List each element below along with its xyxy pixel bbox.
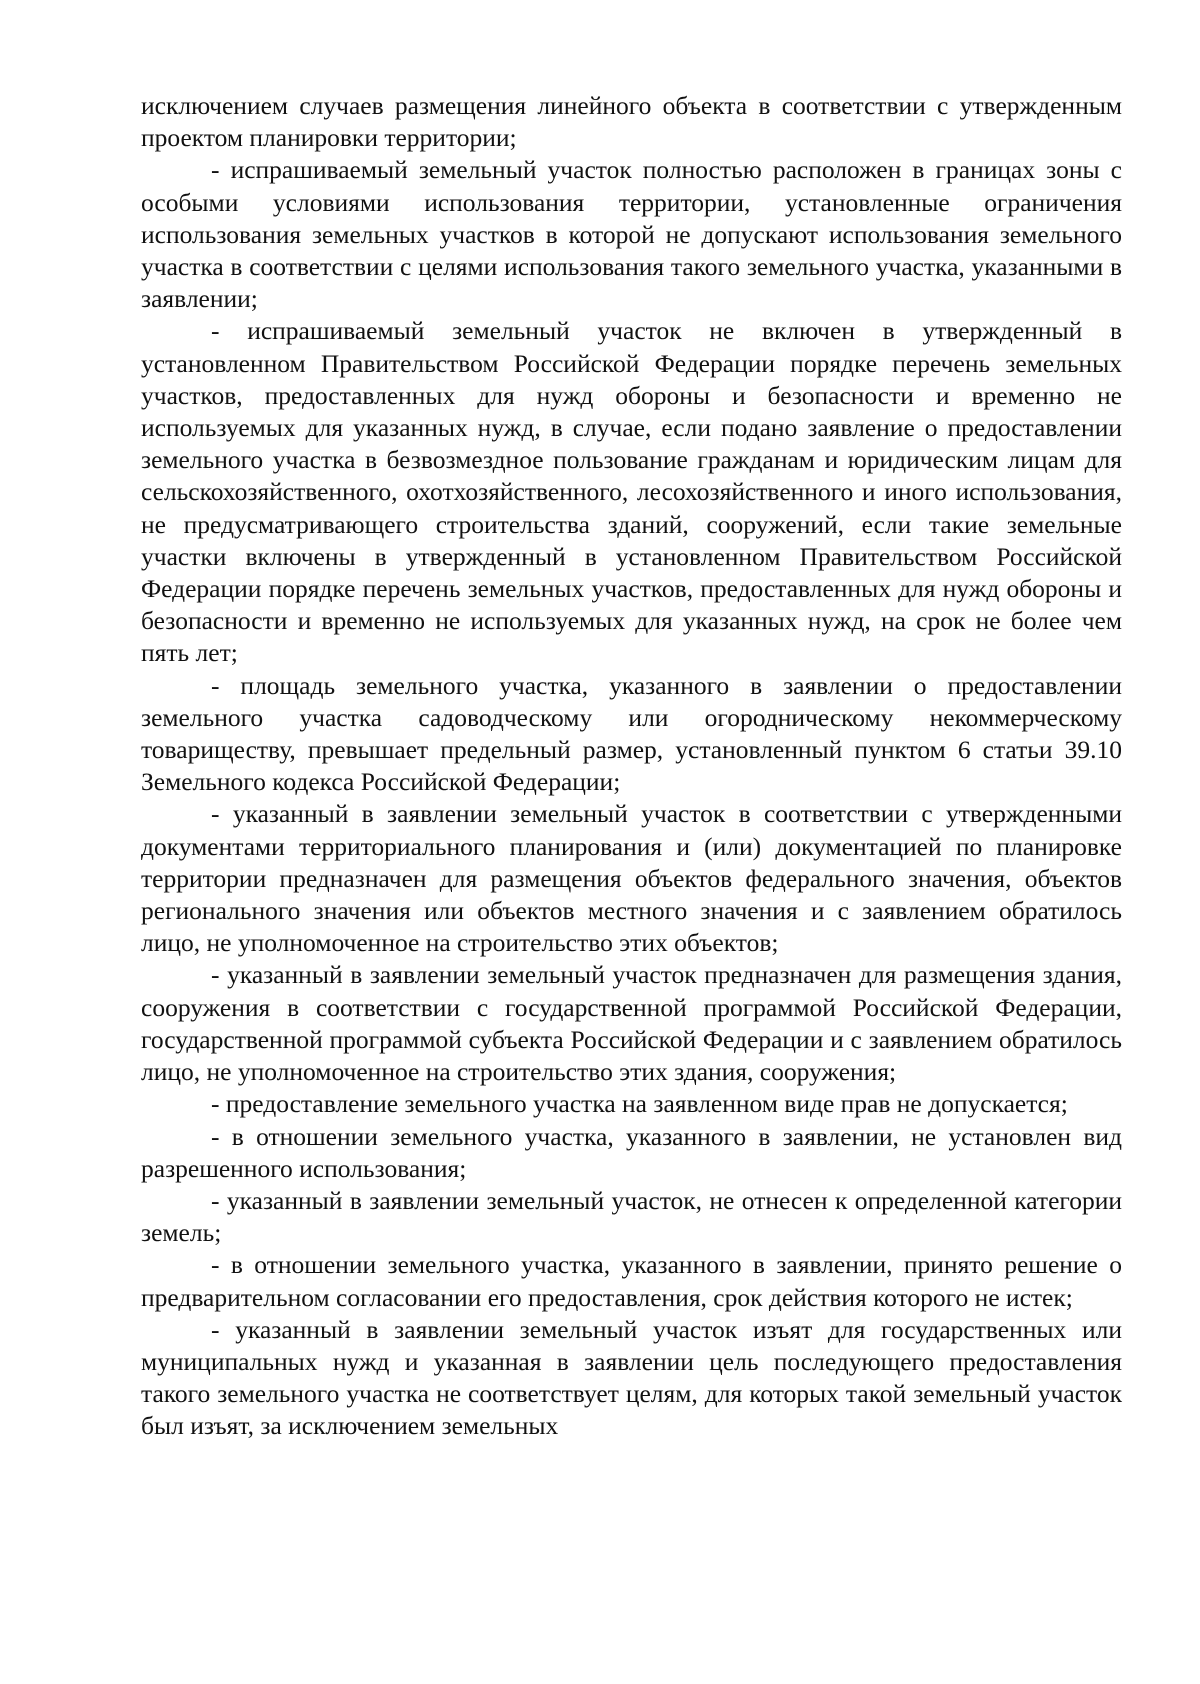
paragraph-3: - испрашиваемый земельный участок не включен в утвержденный в установленном Правительством Российской Федерации порядке перечень земельных участков, предоставленных для нужд обороны и безопасности и временно не используемых для указанных нужд, в случае, если подано заявление о предоставлении земельного участка в безвозмездное пользование гражданам и юридическим лицам для сельскохозяйственного, охотхозяйственного, лесохозяйственного и иного использования, не предусматривающего строительства зданий, сооружений, если такие земельные участки включены в утвержденный в установленном Правительством Российской Федерации порядке перечень земельных участков, предоставленных для нужд обороны и безопасности и временно не используемых для указанных нужд, на срок не более чем пять лет; — [141, 316, 1122, 668]
paragraph-7: - предоставление земельного участка на заявленном виде прав не допускается; — [211, 1089, 1068, 1119]
document-body — [141, 90, 1122, 1443]
paragraph-6: - указанный в заявлении земельный участок предназначен для размещения здания, сооружения в соответствии с государственной программой Российской Федерации, государственной программой субъекта Российской Федерации и с заявлением обратилось лицо, не уполномоченное на строительство этих здания, сооружения; — [141, 960, 1122, 1087]
paragraph-5: - указанный в заявлении земельный участок в соответствии с утвержденными документами территориального планирования и (или) документацией по планировке территории предназначен для размещения объектов федерального значения, объектов регионального значения или объектов местного значения и с заявлением обратилось лицо, не уполномоченное на строительство этих объектов; — [141, 799, 1122, 958]
paragraph-1: исключением случаев размещения линейного объекта в соответствии с утвержденным проектом планировки территории; — [141, 91, 1122, 153]
paragraph-8: - в отношении земельного участка, указанного в заявлении, не установлен вид разрешенного использования; — [141, 1121, 1122, 1183]
paragraph-4: - площадь земельного участка, указанного в заявлении о предоставлении земельного участка садоводческому или огородническому некоммерческому товариществу, превышает предельный размер, установленный пунктом 6 статьи 39.10 Земельного кодекса Российской Федерации; — [141, 670, 1122, 797]
paragraph-2: - испрашиваемый земельный участок полностью расположен в границах зоны с особыми условиями использования территории, установленные ограничения использования земельных участков в которой не допускают использования земельного участка в соответствии с целями использования такого земельного участка, указанными в заявлении; — [141, 155, 1122, 314]
paragraph-11: - указанный в заявлении земельный участок изъят для государственных или муниципальных нужд и указанная в заявлении цель последующего предоставления такого земельного участка не соответствует целям, для которых такой земельный участок был изъят, за исключением земельных — [141, 1314, 1122, 1441]
paragraph-9: - указанный в заявлении земельный участок, не отнесен к определенной категории земель; — [141, 1185, 1122, 1248]
paragraph-10: - в отношении земельного участка, указанного в заявлении, принято решение о предварительном согласовании его предоставления, срок действия которого не истек; — [141, 1250, 1122, 1312]
